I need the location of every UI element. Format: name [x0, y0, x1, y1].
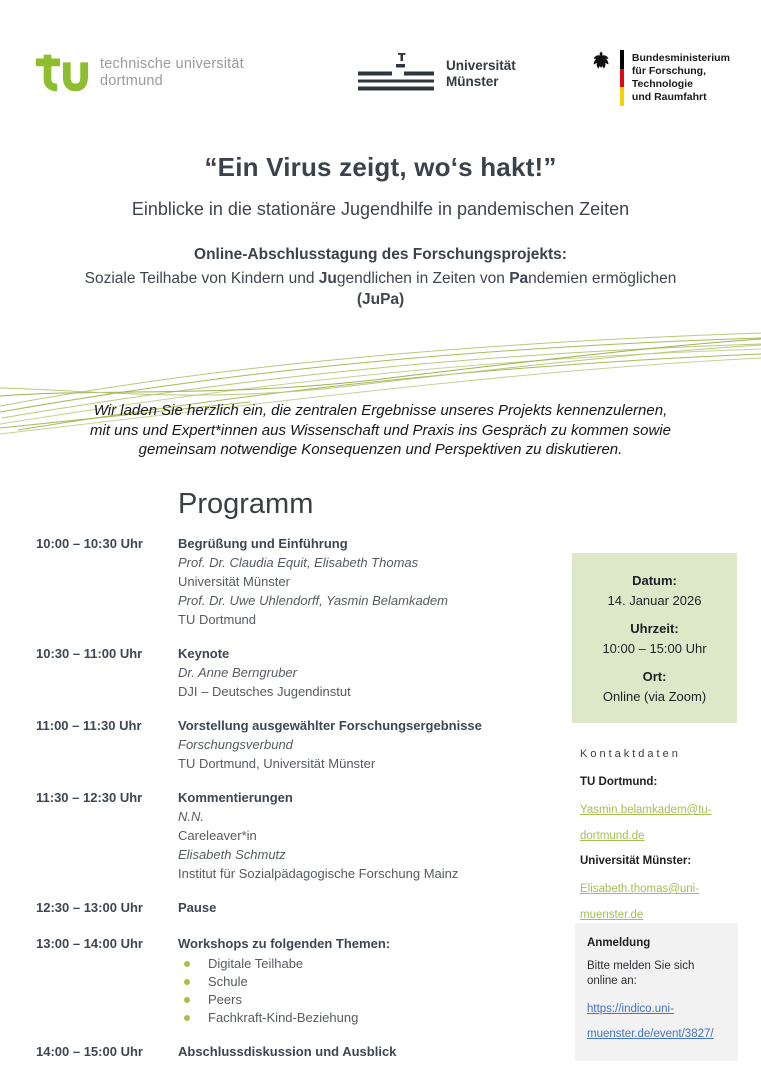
invitation-text: [0, 401, 761, 460]
workshop-topic: Digitale Teilhabe: [178, 955, 570, 973]
invitation-line2: mit uns und Expert*innen aus Wissenschaft und Praxis ins Gespräch zu kommen sowie: [90, 421, 671, 439]
uhrzeit-label: Uhrzeit:: [630, 621, 679, 636]
program-time: 11:00 – 11:30 Uhr: [36, 718, 142, 733]
program-speaker: N.N.: [178, 809, 204, 824]
program-affiliation: TU Dortmund: [178, 612, 257, 627]
ort-label: Ort:: [642, 669, 667, 684]
bmbf-logo: [588, 48, 761, 106]
event-info-box: [572, 553, 737, 723]
program-item-title: Abschlussdiskussion und Ausblick: [178, 1044, 397, 1059]
program-item-title: Begrüßung und Einführung: [178, 536, 348, 551]
kontakt-heading: Kontaktdaten: [580, 748, 681, 760]
federal-eagle-icon: [588, 48, 614, 76]
registration-link[interactable]: https://indico.uni-muenster.de/event/3827/: [587, 1003, 714, 1040]
program-row-7: [36, 1042, 570, 1061]
program-item-title: Vorstellung ausgewählter Forschungsergebnisse: [178, 718, 482, 733]
program-speaker: Prof. Dr. Uwe Uhlendorff, Yasmin Belamkadem: [178, 593, 448, 608]
uni-muenster-logo: [358, 52, 516, 96]
project-part: Soziale Teilhabe von Kindern und: [84, 270, 319, 287]
uhrzeit-value: 10:00 – 15:00 Uhr: [602, 641, 707, 656]
project-part-bold: (JuPa): [356, 291, 405, 308]
muenster-bars-icon: [358, 52, 436, 96]
program-row-2: [36, 644, 570, 701]
project-part-bold: Ju: [318, 270, 337, 287]
program-row-4: [36, 788, 570, 883]
tu-logo-line2: dortmund: [100, 73, 163, 89]
workshop-topic: Fachkraft-Kind-Beziehung: [178, 1009, 570, 1027]
program-time: 11:30 – 12:30 Uhr: [36, 790, 143, 805]
program-row-6: [36, 934, 570, 1027]
anmeldung-heading: Anmeldung: [587, 937, 651, 949]
kontakt-muenster-label: Universität Münster:: [580, 855, 692, 867]
anmeldung-box: [575, 923, 738, 1061]
program-affiliation: Institut für Sozialpädagogische Forschung Mainz: [178, 866, 459, 881]
muenster-logo-text: [446, 58, 516, 91]
program-speaker: Dr. Anne Berngruber: [178, 665, 297, 680]
title-block: [0, 152, 761, 310]
program-time: 12:30 – 13:00 Uhr: [36, 900, 143, 915]
program-item-title: Kommentierungen: [178, 790, 293, 805]
program-affiliation: Universität Münster: [178, 574, 290, 589]
tu-email-link[interactable]: Yasmin.belamkadem@tu-dortmund.de: [580, 804, 712, 842]
program-row-3: [36, 716, 570, 773]
page-title: “Ein Virus zeigt, wo‘s hakt!”: [204, 152, 557, 182]
program-time: 10:00 – 10:30 Uhr: [36, 536, 143, 551]
program-time: 13:00 – 14:00 Uhr: [36, 936, 143, 951]
program-item-title: Workshops zu folgenden Themen:: [178, 936, 391, 951]
program-time: 14:00 – 15:00 Uhr: [36, 1044, 143, 1059]
muenster-logo-line2: Münster: [446, 74, 499, 89]
program-affiliation: Careleaver*in: [178, 828, 257, 843]
project-part: ndemien ermöglichen: [528, 270, 677, 287]
datum-value: 14. Januar 2026: [607, 593, 702, 608]
program-heading: Programm: [178, 488, 314, 520]
tu-logo-line1: technische universität: [100, 56, 244, 72]
program-time: 10:30 – 11:00 Uhr: [36, 646, 143, 661]
workshop-topic: Peers: [178, 991, 570, 1009]
bmbf-logo-line3: und Raumfahrt: [631, 91, 707, 103]
program-row-5: [36, 898, 570, 917]
page-subtitle: Einblicke in die stationäre Jugendhilfe in pandemischen Zeiten: [131, 199, 630, 219]
project-part: gendlichen in Zeiten von: [336, 270, 510, 287]
program-section: [36, 488, 570, 1076]
program-affiliation: TU Dortmund, Universität Münster: [178, 756, 376, 771]
program-row-1: [36, 534, 570, 629]
program-item-title: Keynote: [178, 646, 230, 661]
flag-stripe: [620, 50, 624, 106]
anmeldung-text: Bitte melden Sie sich online an:: [587, 960, 695, 987]
tu-logo-icon: [34, 50, 88, 94]
project-heading: Online-Abschlusstagung des Forschungsprojekts:: [194, 246, 567, 263]
kontakt-section: [580, 748, 738, 934]
project-title: [78, 268, 683, 310]
kontakt-tu-label: TU Dortmund:: [580, 776, 658, 788]
invitation-line3: gemeinsam notwendige Konsequenzen und Perspektiven zu diskutieren.: [138, 441, 623, 458]
tu-dortmund-logo: [34, 50, 244, 94]
invitation-line1: Wir laden Sie herzlich ein, die zentralen Ergebnisse unseres Projekts kennenzulernen,: [93, 402, 668, 419]
muenster-email-link[interactable]: Elisabeth.thomas@uni-muenster.de: [580, 883, 700, 921]
workshop-topic: Schule: [178, 973, 570, 991]
bmbf-logo-line1: Bundesministerium: [631, 52, 730, 64]
muenster-logo-line1: Universität: [446, 57, 516, 73]
datum-label: Datum:: [632, 573, 677, 588]
bmbf-logo-line2: für Forschung, Technologie: [631, 65, 706, 90]
ort-value: Online (via Zoom): [602, 689, 707, 704]
program-speaker: Forschungsverbund: [178, 737, 293, 752]
workshop-topics-list: [178, 955, 570, 1027]
program-speaker: Elisabeth Schmutz: [178, 847, 286, 862]
program-item-title: Pause: [178, 900, 217, 915]
project-part-bold: Pa: [509, 270, 529, 287]
bmbf-logo-text: [632, 48, 761, 104]
program-affiliation: DJI – Deutsches Jugendinstut: [178, 684, 351, 699]
tu-logo-text: [100, 50, 244, 90]
program-speaker: Prof. Dr. Claudia Equit, Elisabeth Thomas: [178, 555, 419, 570]
